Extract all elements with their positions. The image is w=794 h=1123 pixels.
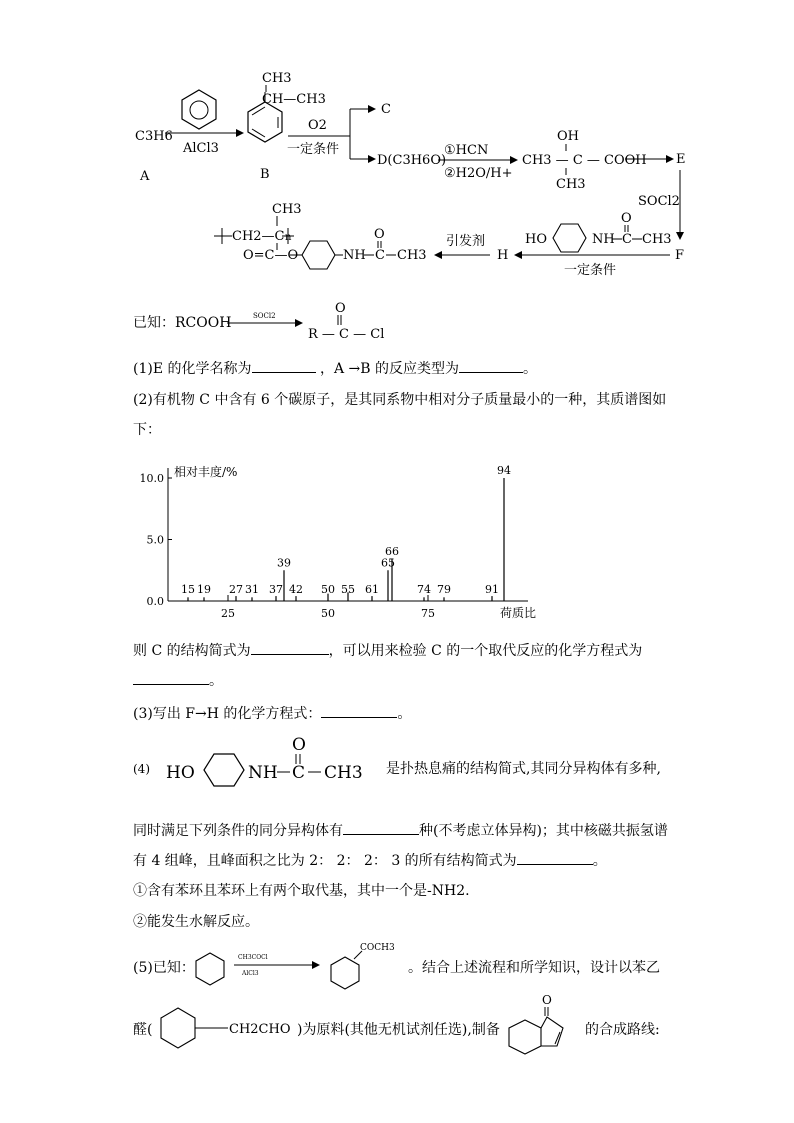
acid-structure: CH3 — C — COOH — [522, 153, 647, 168]
x-tick-label: 50 — [321, 607, 335, 620]
condition-2-text: ②能发生水解反应。 — [133, 914, 259, 930]
x-axis-label: 荷质比 — [500, 606, 537, 620]
question-3 — [133, 703, 411, 724]
peak-label: 61 — [365, 583, 379, 596]
reagent-alcl3: AlCl3 — [183, 141, 219, 156]
x-tick-label: 25 — [221, 607, 235, 620]
step-1-reagent: ①HCN — [444, 143, 489, 158]
question-4-line-3 — [133, 850, 607, 871]
polymer-ch3: CH3 — [272, 202, 302, 217]
peak-label: 37 — [269, 583, 283, 596]
polymer-chain: CH2—C — [232, 229, 285, 244]
q5-aldehyde-benzene — [161, 1008, 195, 1048]
q5-product-benzene — [331, 957, 359, 989]
polymer-n: n — [285, 232, 292, 243]
initiator: 引发剂 — [446, 234, 486, 249]
polymer-o: O — [374, 227, 385, 242]
compound-b-label: B — [260, 167, 270, 182]
peak-label: 94 — [497, 464, 511, 477]
reagent-o2: O2 — [308, 118, 327, 133]
reagent-socl2: SOCl2 — [638, 194, 680, 209]
peak-label: 19 — [197, 583, 211, 596]
compound-h-label: H — [497, 248, 509, 263]
y-tick-label: 10.0 — [139, 472, 164, 485]
peak-label: 15 — [181, 583, 195, 596]
compound-a-formula: C3H6 — [135, 129, 173, 144]
q4-c: C — [292, 763, 306, 783]
polymer-c: C — [375, 248, 385, 263]
q4-ch3: CH3 — [324, 763, 363, 783]
q4-text-a: 同时满足下列条件的同分异构体有 — [133, 823, 343, 839]
q2-text-a: 则 C 的结构简式为 — [133, 643, 251, 659]
peak-label: 79 — [437, 583, 451, 596]
indenone-structure — [505, 992, 585, 1062]
polymer-ester: O=C—O — [243, 248, 299, 263]
q5-benzene — [196, 953, 224, 985]
q2-text-c: 。 — [209, 673, 223, 689]
compound-b-ch: CH—CH3 — [262, 92, 326, 107]
peak-label: 31 — [245, 583, 259, 596]
q4-text-d: 。 — [592, 853, 607, 869]
question-2-answer-line — [133, 670, 223, 691]
q1-text-c: 。 — [523, 361, 537, 377]
x-tick-label: 75 — [421, 607, 435, 620]
q5-known-reaction — [190, 935, 420, 995]
q3-blank[interactable] — [321, 703, 397, 718]
condition-2: 一定条件 — [564, 263, 617, 278]
q4-text-c: 有 4 组峰，且峰面积之比为 2： 2： 2： 3 的所有结构简式为 — [133, 853, 517, 869]
peak-label: 74 — [417, 583, 431, 596]
compound-f-label: F — [675, 248, 685, 263]
peak-label: 55 — [341, 583, 355, 596]
peak-label: 66 — [385, 545, 399, 559]
y-tick-label: 0.0 — [146, 595, 164, 608]
q5-indenone-benzene — [509, 1020, 541, 1054]
q4-text-b: 种(不考虑立体异构)；其中核磁共振氢谱 — [419, 823, 668, 839]
question-4-text: 是扑热息痛的结构简式,其同分异构体有多种, — [386, 761, 661, 777]
peak-label: 50 — [321, 583, 335, 596]
question-2-line-1: (2)有机物 C 中含有 6 个碳原子，是其同系物中相对分子质量最小的一种，其质谱图如 — [133, 392, 667, 408]
peak-label: 65 — [381, 556, 395, 570]
question-2-line-2: 下： — [133, 422, 161, 438]
peak-label: 42 — [289, 583, 303, 596]
q4-blank-1[interactable] — [343, 820, 419, 835]
q4-nh: NH — [248, 763, 278, 783]
q4-o: O — [292, 735, 306, 755]
paracetamol-structure — [130, 730, 390, 790]
q5-reagent-top: CH3COCl — [238, 954, 268, 961]
phenylacetaldehyde-structure — [150, 1000, 310, 1056]
q4-number: (4) — [133, 762, 150, 776]
reagent-c: C — [622, 232, 632, 247]
compound-c-label: C — [381, 102, 391, 117]
question-5-text: 。结合上述流程和所学知识，设计以苯乙 — [408, 960, 660, 976]
q5-indenone-o: O — [542, 993, 552, 1007]
peak-label: 91 — [485, 583, 499, 596]
q5-line2-c: 的合成路线: — [585, 1022, 660, 1038]
acid-ch3: CH3 — [556, 177, 586, 192]
known-o: O — [335, 301, 346, 316]
q4-ho: HO — [166, 763, 195, 783]
peak-label: 39 — [277, 556, 291, 570]
known-product: R — C — Cl — [308, 327, 385, 342]
condition-1: 一定条件 — [287, 142, 340, 157]
q5-reagent-bottom: AlCl3 — [242, 970, 259, 977]
q2-blank-2[interactable] — [133, 670, 209, 685]
acid-oh: OH — [557, 129, 579, 144]
question-2-after — [133, 640, 642, 661]
polymer-nh: NH — [343, 248, 366, 263]
compound-d-label: D(C3H6O) — [377, 153, 447, 168]
y-axis-label: 相对丰度/% — [174, 465, 238, 479]
q2-blank-1[interactable] — [251, 640, 329, 655]
known-prefix: 已知：RCOOH — [133, 315, 232, 331]
compound-a-label: A — [140, 169, 150, 184]
q3-text-b: 。 — [397, 706, 412, 722]
reagent-ho: HO — [525, 232, 547, 247]
q5-product-sub: COCH3 — [360, 943, 395, 953]
q4-blank-2[interactable] — [517, 850, 593, 865]
q1-text-a: (1)E 的化学名称为 — [133, 361, 252, 377]
q5-line2-a: 醛( — [133, 1022, 153, 1038]
peak-label: 27 — [229, 583, 243, 596]
reagent-nh: NH — [592, 232, 615, 247]
reagent-o: O — [621, 211, 632, 226]
q1-text-b: ，A →B 的反应类型为 — [319, 361, 459, 377]
q5-line2-b: )为原料(其他无机试剂任选),制备 — [297, 1022, 500, 1038]
polymer-ch3-end: CH3 — [397, 248, 427, 263]
compound-e-label: E — [676, 152, 686, 167]
compound-b-ch3-top: CH3 — [262, 71, 292, 86]
q3-text-a: (3)写出 F→H 的化学方程式： — [133, 706, 322, 722]
step-2-reagent: ②H2O/H+ — [444, 166, 513, 181]
condition-1-text: ①含有苯环且苯环上有两个取代基，其中一个是-NH2. — [133, 883, 470, 899]
y-tick-label: 5.0 — [146, 533, 164, 547]
q5-aldehyde-sub: CH2CHO — [229, 1022, 291, 1037]
reagent-ch3: CH3 — [642, 232, 672, 247]
question-4-line-2 — [133, 820, 668, 841]
q4-benzene-ring — [204, 754, 244, 786]
known-reagent: SOCl2 — [253, 312, 276, 320]
question-5-prefix: (5)已知： — [133, 960, 195, 976]
q2-text-b: ，可以用来检验 C 的一个取代反应的化学方程式为 — [328, 643, 643, 659]
